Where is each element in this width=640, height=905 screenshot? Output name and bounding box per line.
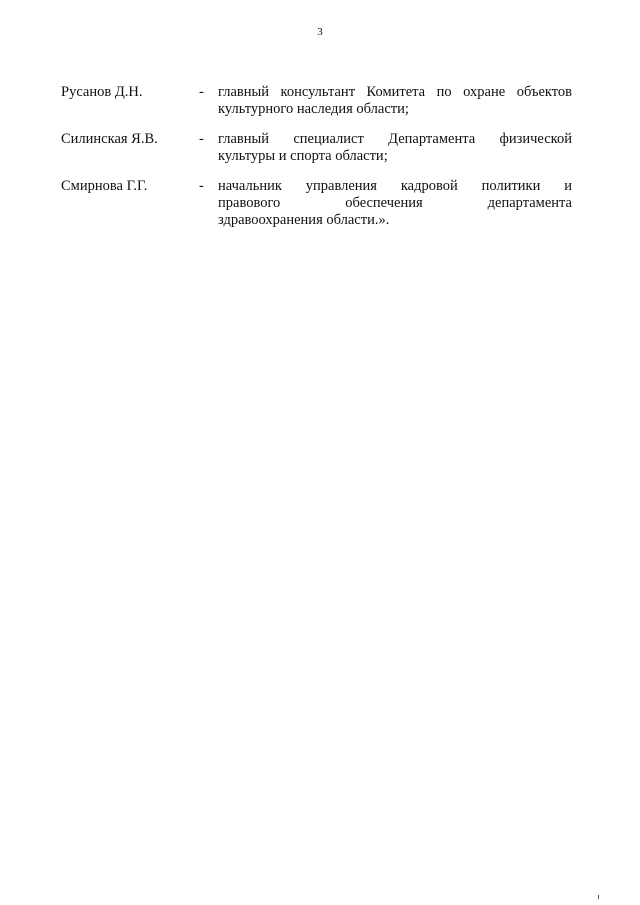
scan-mark: [598, 895, 599, 899]
member-name: Силинская Я.В.: [61, 131, 158, 147]
position-line: главный консультант Комитета по охране объектов: [218, 84, 572, 100]
member-position: [218, 84, 572, 118]
member-name: Смирнова Г.Г.: [61, 178, 148, 194]
position-line: культурного наследия области;: [218, 101, 409, 117]
position-line: правового обеспечения департамента: [218, 195, 572, 211]
position-line: главный специалист Департамента физической: [218, 131, 572, 147]
list-item: [61, 131, 572, 165]
page-number: 3: [317, 26, 323, 38]
list-item: [61, 178, 572, 229]
dash-separator: -: [199, 131, 204, 147]
member-position: [218, 131, 572, 165]
position-line: культуры и спорта области;: [218, 148, 388, 164]
list-item: [61, 84, 572, 118]
position-line: начальник управления кадровой политики и: [218, 178, 572, 194]
dash-separator: -: [199, 178, 204, 194]
members-list: [61, 84, 572, 242]
member-name: Русанов Д.Н.: [61, 84, 143, 100]
member-position: [218, 178, 572, 229]
dash-separator: -: [199, 84, 204, 100]
position-line: здравоохранения области.».: [218, 212, 390, 228]
